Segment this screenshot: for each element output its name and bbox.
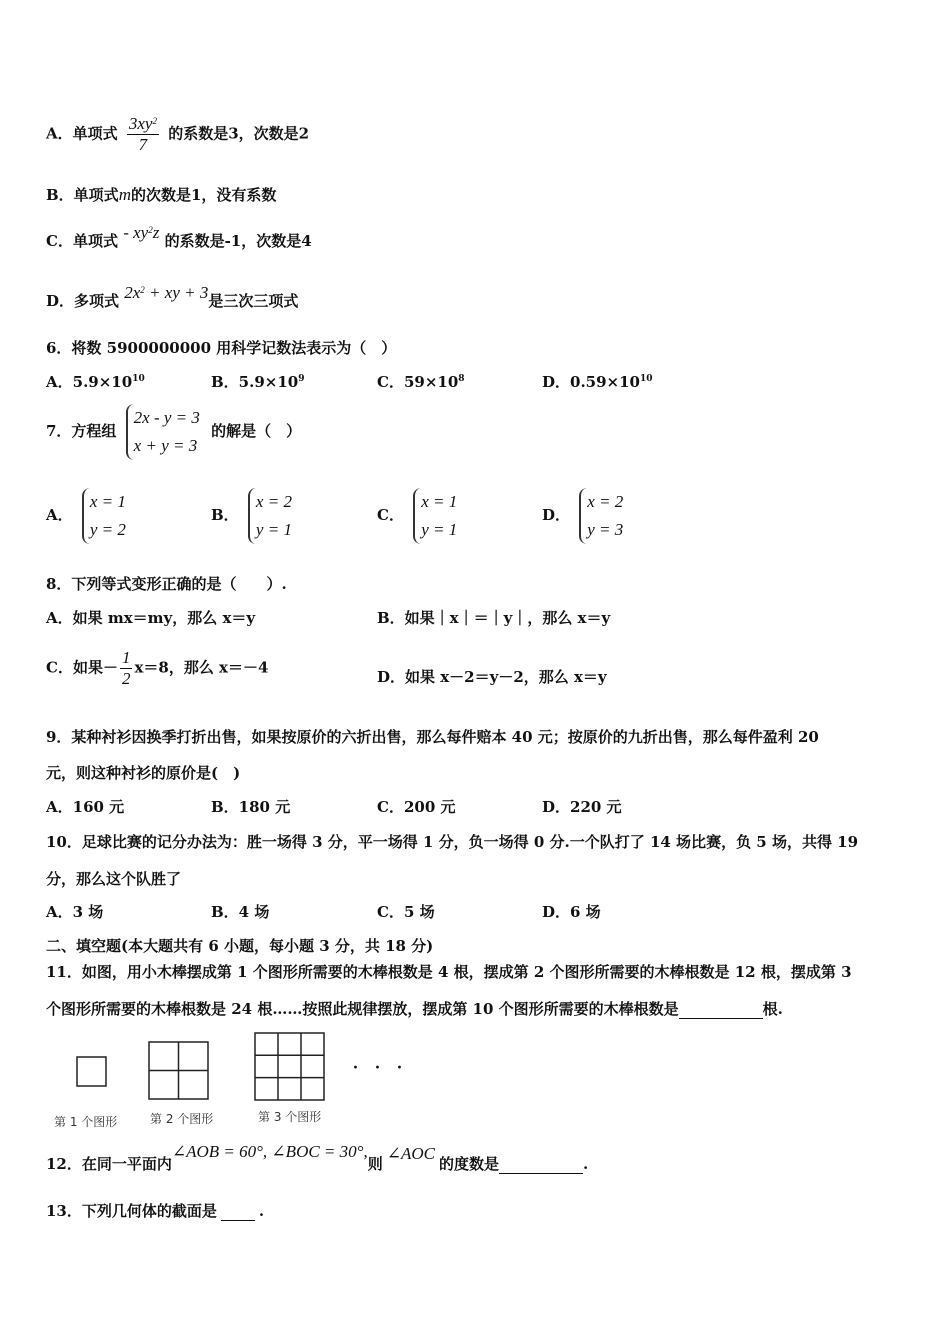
q13-end: . bbox=[258, 1202, 265, 1220]
q12-end: . bbox=[582, 1155, 589, 1173]
figure-2-grid bbox=[148, 1041, 210, 1101]
q5-option-d bbox=[46, 283, 299, 311]
figure-3-caption: 第 3 个图形 bbox=[258, 1110, 322, 1124]
q6-option-b bbox=[211, 372, 304, 392]
q8-c-fraction bbox=[120, 648, 133, 689]
q8-c-label: C．如果－ bbox=[46, 658, 118, 677]
q10-line2: 分，那么这个队胜了 bbox=[46, 870, 182, 888]
q7-eq1: 2x - y = 3 bbox=[133, 408, 200, 427]
q5-d-math bbox=[124, 283, 208, 302]
q10-line1: 10．足球比赛的记分办法为：胜一场得 3 分，平一场得 1 分，负一场得 0 分.一个队打了 14 场比赛，负 5 场，共得 19 bbox=[46, 833, 859, 851]
q12-label: 12．在同一平面内 bbox=[46, 1155, 172, 1173]
q5-option-c bbox=[46, 223, 312, 251]
q7-a-eq1: x = 1 bbox=[89, 492, 126, 511]
q8-stem: 8．下列等式变形正确的是（ ）. bbox=[46, 575, 287, 593]
q5-c-math-part1: - xy bbox=[123, 223, 149, 242]
q8-option-a: A．如果 mx＝my，那么 x＝y bbox=[46, 609, 256, 627]
q7-a-system bbox=[82, 488, 126, 544]
q10-option-b: B．4 场 bbox=[211, 903, 270, 921]
q6-b-text: B．5.9×10 bbox=[211, 373, 299, 391]
q9-option-a: A．160 元 bbox=[46, 798, 125, 816]
q7-tail: 的解是（ ） bbox=[211, 422, 302, 440]
q13-stem bbox=[46, 1201, 264, 1221]
q6-option-d bbox=[542, 372, 653, 392]
q7-d-eq1: x = 2 bbox=[587, 492, 624, 511]
q6-b-exp: 9 bbox=[298, 374, 305, 384]
q8-c-numerator: 1 bbox=[121, 648, 131, 667]
q11-line1: 11．如图，用小木棒摆成第 1 个图形所需要的木棒根数是 4 根，摆成第 2 个图形所需要的木棒根数是 12 根，摆成第 3 bbox=[46, 963, 852, 981]
q5-d-exponent: 2 bbox=[140, 285, 145, 295]
q11-line2-tail: 根. bbox=[762, 1000, 783, 1018]
q6-c-text: C．59×10 bbox=[377, 373, 459, 391]
q5-d-math-part1: 2x bbox=[124, 283, 141, 302]
figure-1-grid bbox=[76, 1056, 108, 1088]
section-2-heading: 二、填空题(本大题共有 6 小题，每小题 3 分，共 18 分) bbox=[46, 937, 434, 955]
q5-c-math bbox=[123, 223, 159, 242]
q5-c-text: 的系数是-1，次数是4 bbox=[164, 232, 312, 250]
q7-eq2: x + y = 3 bbox=[133, 436, 198, 455]
q8-option-d: D．如果 x－2＝y－2，那么 x＝y bbox=[377, 668, 607, 686]
q9-line1: 9．某种衬衫因换季打折出售，如果按原价的六折出售，那么每件赔本 40 元；按原价的九折出售，那么每件盈利 20 bbox=[46, 728, 819, 746]
q12-math-aoc: ∠AOC bbox=[386, 1144, 435, 1163]
q13-label: 13．下列几何体的截面是 bbox=[46, 1202, 217, 1220]
q7-c-label: C． bbox=[377, 506, 404, 524]
q8-c-denominator: 2 bbox=[121, 669, 131, 688]
q5-d-text: 是三次三项式 bbox=[208, 292, 299, 310]
figure-ellipsis: · · · bbox=[352, 1056, 407, 1081]
q9-line2: 元，则这种衬衫的原价是( ) bbox=[46, 764, 241, 782]
q13-answer-blank[interactable] bbox=[221, 1204, 255, 1221]
q5-a-denominator: 7 bbox=[138, 135, 148, 154]
q10-option-c: C．5 场 bbox=[377, 903, 435, 921]
q7-option-d bbox=[542, 488, 629, 544]
q6-option-c bbox=[377, 372, 465, 392]
q5-d-label: D．多项式 bbox=[46, 292, 120, 310]
q5-c-label: C．单项式 bbox=[46, 232, 118, 250]
q12-answer-blank[interactable] bbox=[499, 1157, 583, 1174]
figure-1-caption: 第 1 个图形 bbox=[54, 1115, 118, 1129]
q8-c-text: x＝8，那么 x＝－4 bbox=[134, 658, 269, 677]
q7-a-eq2: y = 2 bbox=[89, 520, 126, 539]
q7-option-a bbox=[46, 488, 132, 544]
q10-option-d: D．6 场 bbox=[542, 903, 601, 921]
q6-a-exp: 10 bbox=[132, 374, 145, 384]
q7-b-system bbox=[248, 488, 292, 544]
q5-c-exponent: 2 bbox=[148, 225, 153, 235]
q7-c-eq2: y = 1 bbox=[421, 520, 458, 539]
q5-b-math: m bbox=[118, 185, 131, 204]
q12-stem bbox=[46, 1142, 589, 1174]
q7-system bbox=[126, 404, 200, 460]
q10-option-a: A．3 场 bbox=[46, 903, 104, 921]
q7-a-label: A． bbox=[46, 506, 73, 524]
q5-option-b bbox=[46, 185, 276, 205]
q5-b-text: 的次数是1，没有系数 bbox=[130, 186, 277, 204]
q9-option-b: B．180 元 bbox=[211, 798, 291, 816]
q6-a-text: A．5.9×10 bbox=[46, 373, 133, 391]
q8-option-b: B．如果｜x｜＝｜y｜，那么 x＝y bbox=[377, 609, 611, 627]
q7-d-system bbox=[579, 488, 623, 544]
q12-math-angles: ∠AOB = 60°, ∠BOC = 30°, bbox=[171, 1142, 368, 1161]
q9-option-c: C．200 元 bbox=[377, 798, 456, 816]
q11-answer-blank[interactable] bbox=[679, 1002, 763, 1019]
q6-d-exp: 10 bbox=[639, 374, 653, 384]
q5-a-label: A．单项式 bbox=[46, 124, 118, 143]
q5-a-exponent: 2 bbox=[152, 116, 157, 126]
q5-a-numerator: 3xy bbox=[128, 114, 153, 133]
q8-option-c bbox=[46, 648, 268, 689]
q5-option-a bbox=[46, 114, 309, 155]
q6-c-exp: 8 bbox=[458, 374, 465, 384]
figure-3-grid bbox=[254, 1032, 326, 1102]
figure-2-caption: 第 2 个图形 bbox=[150, 1112, 214, 1126]
q6-stem: 6．将数 5900000000 用科学记数法表示为（ ） bbox=[46, 339, 397, 357]
q6-option-a bbox=[46, 372, 145, 392]
q7-label: 7．方程组 bbox=[46, 422, 117, 440]
q12-mid: 则 bbox=[367, 1155, 383, 1173]
q11-line2-text: 个图形所需要的木棒根数是 24 根……按照此规律摆放，摆成第 10 个图形所需要的木棒根数是 bbox=[46, 1000, 679, 1018]
q7-c-system bbox=[413, 488, 457, 544]
q5-b-label: B．单项式 bbox=[46, 186, 119, 204]
q5-a-text: 的系数是3，次数是2 bbox=[168, 124, 310, 143]
q7-d-eq2: y = 3 bbox=[587, 520, 624, 539]
q9-option-d: D．220 元 bbox=[542, 798, 622, 816]
q5-d-math-part2: + xy + 3 bbox=[144, 283, 209, 302]
q7-b-eq1: x = 2 bbox=[255, 492, 292, 511]
q7-stem bbox=[46, 404, 301, 460]
q5-c-math-part2: z bbox=[152, 223, 160, 242]
q7-b-label: B． bbox=[211, 506, 239, 524]
q7-option-c bbox=[377, 488, 463, 544]
q7-c-eq1: x = 1 bbox=[421, 492, 458, 511]
q12-tail: 的度数是 bbox=[438, 1155, 499, 1173]
q7-b-eq2: y = 1 bbox=[255, 520, 292, 539]
q5-a-fraction bbox=[127, 114, 159, 155]
q7-d-label: D． bbox=[542, 506, 571, 524]
q7-option-b bbox=[211, 488, 298, 544]
q6-d-text: D．0.59×10 bbox=[542, 373, 640, 391]
q11-line2 bbox=[46, 999, 783, 1019]
